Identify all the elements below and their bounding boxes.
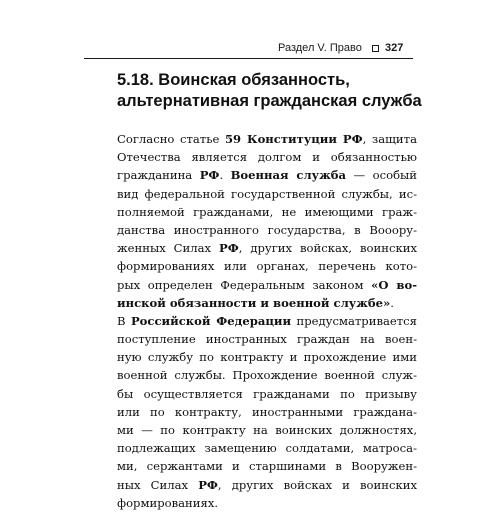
paragraph-2-line-7: ми — по контракту на воинских должностях, — [117, 423, 417, 437]
running-head — [278, 40, 413, 58]
section-title: Раздел V. Право — [278, 42, 362, 54]
bold-text: Военная служба — [230, 168, 347, 183]
text-run: , защита — [362, 132, 417, 146]
text-run: Согласно статье — [117, 132, 225, 146]
text-run: . — [390, 295, 394, 310]
text-run: предусматривается — [291, 313, 417, 328]
page-number: 327 — [385, 42, 404, 54]
text-run: гражданина — [117, 168, 200, 183]
text-run: , других войсках и воинских — [217, 477, 417, 492]
paragraph-2-line-3: ную службу по контракту и прохождение ими — [117, 350, 417, 365]
body-text — [117, 130, 417, 512]
text-run: — особый — [346, 168, 418, 183]
paragraph-2-line-8: подлежащих замещению солдатами, матросa- — [117, 441, 417, 456]
bold-text: 59 Конституции РФ — [224, 132, 363, 146]
header-rule — [84, 58, 413, 59]
paragraph-2-line-1 — [117, 312, 417, 330]
paragraph-2-line-4: военной службы. Прохождение военной служ- — [117, 368, 417, 383]
bold-text: РФ — [199, 168, 220, 183]
paragraph-1-line-8: формированиях или органах, перечень кото- — [117, 259, 417, 274]
section-heading — [117, 70, 422, 112]
paragraph-2-line-5: бы осуществляется гражданами по призыву — [117, 386, 417, 401]
paragraph-1-line-4: вид федеральной государственной службы, ис- — [117, 186, 417, 201]
text-run: . — [219, 168, 231, 183]
paragraph-1-line-3 — [117, 166, 417, 184]
bold-text: РФ — [219, 241, 239, 256]
paragraph-1-line-2: Отечества является долгом и обязанностью — [117, 150, 417, 165]
bold-text: «О во- — [371, 277, 418, 292]
heading-line-1: 5.18. Воинская обязанность, — [117, 71, 350, 89]
paragraph-1-line-7 — [117, 239, 417, 257]
paragraph-1-line-1 — [117, 130, 417, 148]
text-run: , других войсках, воинских — [238, 241, 417, 256]
paragraph-2-line-2: поступление иностранных граждан на воен- — [117, 332, 417, 347]
bold-text: Российской Федерации — [130, 313, 292, 328]
paragraph-1-line-9 — [117, 276, 417, 294]
text-run: женных Силах — [117, 241, 220, 256]
text-run: рых определен Федеральным законом — [117, 277, 372, 292]
heading-line-2: альтернативная гражданская служба — [117, 92, 422, 110]
bold-text: инской обязанности и военной службе» — [117, 295, 391, 310]
paragraph-2-line-11: формированиях. — [117, 495, 219, 510]
paragraph-1-line-5: полняемой гражданами, не имеющими граж- — [117, 204, 417, 219]
square-bullet-icon — [372, 45, 379, 52]
paragraph-2-line-10 — [117, 476, 417, 494]
paragraph-2-line-6: или по контракту, иностранными граждана- — [117, 404, 417, 419]
text-run: В — [117, 313, 131, 328]
paragraph-1-line-6: данства иностранного государства, в Вооору- — [117, 222, 417, 237]
paragraph-1-line-10 — [117, 294, 417, 312]
paragraph-2-line-9: ми, сержантами и старшинами в Вооружен- — [117, 459, 417, 474]
text-run: ных Силах — [117, 477, 199, 492]
bold-text: РФ — [198, 477, 218, 492]
